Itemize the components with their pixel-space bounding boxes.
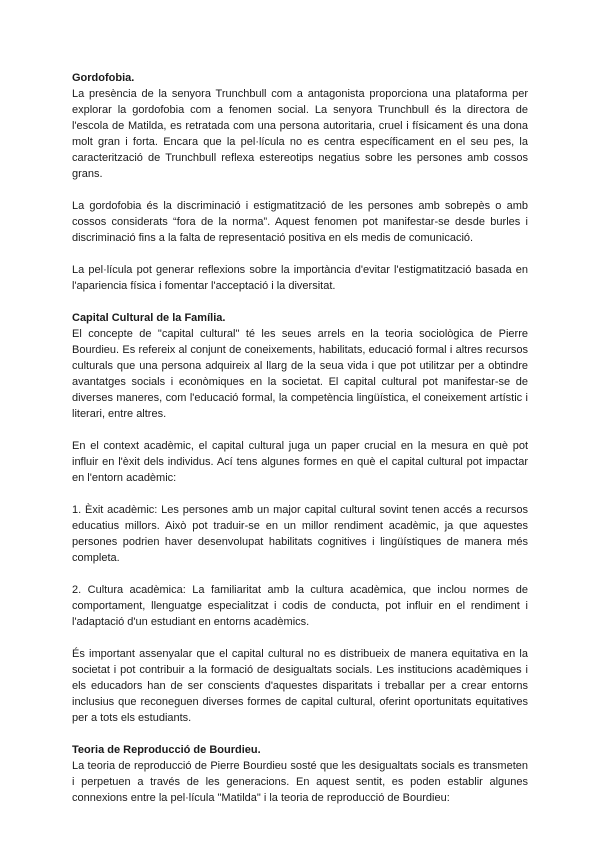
section-heading-capital-cultural: Capital Cultural de la Família. <box>72 312 226 324</box>
section-heading-gordofobia: Gordofobia. <box>72 72 135 84</box>
paragraph: La pel·lícula pot generar reflexions sobre la importància d'evitar l'estigmatització basada en l'apariencia física i fomentar l'acceptació i la diversitat. <box>72 264 528 292</box>
list-item: 1. Èxit acadèmic: Les persones amb un major capital cultural sovint tenen accés a recursos educatius millors. Això pot traduir-se en un millor rendiment acadèmic, ja que aquestes persones podrien haver desenvolupat habilitats cognitives i lingüístiques de manera més completa. <box>72 504 528 564</box>
paragraph: És important assenyalar que el capital cultural no es distribueix de manera equitativa en la societat i pot contribuir a la formació de desigualtats socials. Les institucions acadèmiques i els educadors han de ser conscients d'aquestes disparitats i treballar per a crear entorns inclusius que reconeguen diverses formes de capital cultural, oferint oportunitats equitatives per a tots els estudiants. <box>72 648 528 724</box>
paragraph: El concepte de "capital cultural" té les seues arrels en la teoria sociològica de Pierre Bourdieu. Es refereix al conjunt de coneixements, habilitats, educació formal i altres recursos culturals que una persona adquireix al llarg de la seua vida i que pot utilitzar per a obtindre avantatges socials i econòmiques en la societat. El capital cultural pot manifestar-se de diverses maneres, com l'educació formal, la competència lingüística, el coneixement artístic i literari, entre altres. <box>72 328 528 420</box>
list-item: 2. Cultura acadèmica: La familiaritat amb la cultura acadèmica, que inclou normes de comportament, llenguatge especialitzat i codis de conducta, pot influir en el rendiment i l'adaptació d'un estudiant en entorns acadèmics. <box>72 584 528 628</box>
paragraph: La presència de la senyora Trunchbull com a antagonista proporciona una plataforma per explorar la gordofobia com a fenomen social. La senyora Trunchbull és la directora de l'escola de Matilda, es retratada com una persona autoritaria, cruel i físicament és una dona molt gran i forta. Encara que la pel·lícula no es centra específicament en el seu pes, la caracterització de Trunchbull reflexa estereotips negatius sobre les persones amb cossos grans. <box>72 88 528 180</box>
document-page <box>72 70 528 806</box>
section-heading-reproduccio: Teoria de Reproducció de Bourdieu. <box>72 744 261 756</box>
paragraph: En el context acadèmic, el capital cultural juga un paper crucial en la mesura en què pot influir en l'èxit dels individus. Ací tens algunes formes en què el capital cultural pot impactar en l'entorn acadèmic: <box>72 440 528 484</box>
paragraph: La teoria de reproducció de Pierre Bourdieu sosté que les desigualtats socials es transmeten i perpetuen a través de les generacions. En aquest sentit, es poden establir algunes connexions entre la pel·lícula "Matilda" i la teoria de reproducció de Bourdieu: <box>72 760 528 804</box>
paragraph: La gordofobia és la discriminació i estigmatització de les persones amb sobrepès o amb cossos considerats “fora de la norma”. Aquest fenomen pot manifestar-se desde burles i discriminació fins a la falta de representació positiva en els medis de comunicació. <box>72 200 528 244</box>
